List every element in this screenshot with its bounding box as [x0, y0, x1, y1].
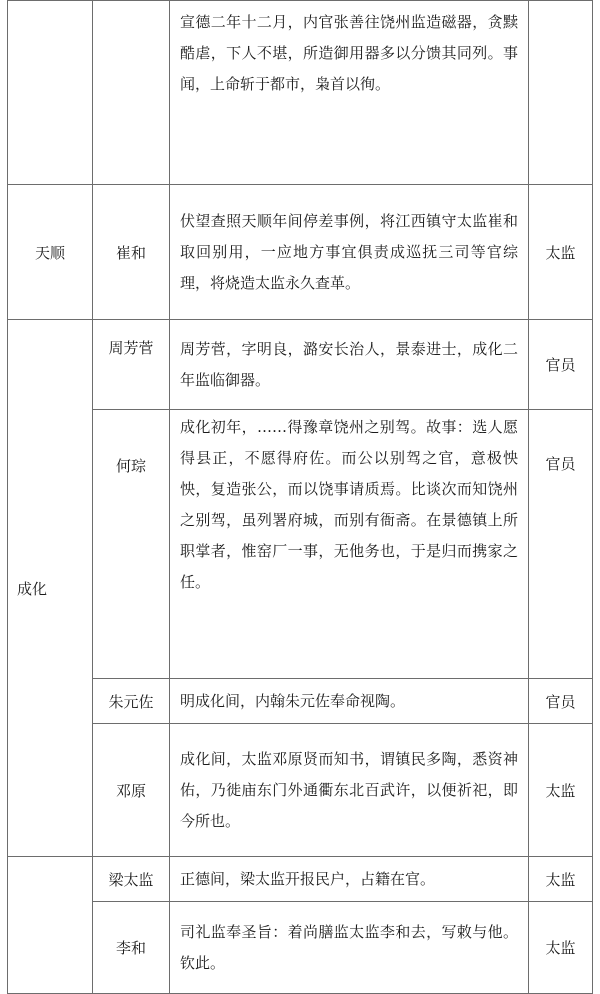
era-cell	[8, 1, 93, 185]
table-row	[8, 679, 593, 724]
name-cell	[93, 1, 170, 185]
record-text: 成化间，太监邓原贤而知书，谓镇民多陶，悉资神佑，乃徙庙东门外通衢东北百武许，以便祈祀，即今所也。	[170, 724, 529, 857]
era-cell: 天顺	[8, 185, 93, 320]
role-cell: 官员	[529, 320, 593, 410]
table-row	[8, 724, 593, 857]
official-records-table	[7, 0, 593, 994]
role-cell	[529, 1, 593, 185]
record-text: 正德间，梁太监开报民户，占籍在官。	[170, 857, 529, 902]
role-cell: 官员	[529, 410, 593, 679]
name-cell: 周芳菅	[93, 320, 170, 410]
record-text: 伏望查照天顺年间停差事例，将江西镇守太监崔和取回别用，一应地方事宜俱责成巡抚三司等官综理，将烧造太监永久查革。	[170, 185, 529, 320]
era-cell	[8, 857, 93, 994]
table-row	[8, 902, 593, 994]
record-text: 明成化间，内翰朱元佐奉命视陶。	[170, 679, 529, 724]
role-cell: 太监	[529, 724, 593, 857]
record-text: 成化初年，……得豫章饶州之别驾。故事：选人愿得县正，不愿得府佐。而公以别驾之官，意极怏怏，复造张公，而以饶事请质焉。比谈次而知饶州之别驾，虽列署府城，而别有衙斋。在景德镇上所职掌者，惟窑厂一事，无他务也，于是归而携家之任。	[170, 410, 529, 679]
name-cell: 梁太监	[93, 857, 170, 902]
role-cell: 官员	[529, 679, 593, 724]
table-row	[8, 1, 593, 185]
role-cell: 太监	[529, 857, 593, 902]
record-text: 宣德二年十二月，内官张善往饶州监造磁器，贪黩酷虐，下人不堪，所造御用器多以分馈其同列。事闻，上命斩于都市，枭首以徇。	[170, 1, 529, 185]
name-cell: 邓原	[93, 724, 170, 857]
record-text: 周芳菅，字明良，潞安长治人，景泰进士，成化二年监临御器。	[170, 320, 529, 410]
name-cell: 李和	[93, 902, 170, 994]
role-cell: 太监	[529, 902, 593, 994]
table-row	[8, 410, 593, 679]
table-row	[8, 320, 593, 410]
record-text: 司礼监奉圣旨：着尚膳监太监李和去，写敕与他。钦此。	[170, 902, 529, 994]
name-cell: 朱元佐	[93, 679, 170, 724]
table-row	[8, 185, 593, 320]
table-row	[8, 857, 593, 902]
era-cell: 成化	[8, 320, 93, 857]
name-cell: 何琮	[93, 410, 170, 679]
name-cell: 崔和	[93, 185, 170, 320]
role-cell: 太监	[529, 185, 593, 320]
